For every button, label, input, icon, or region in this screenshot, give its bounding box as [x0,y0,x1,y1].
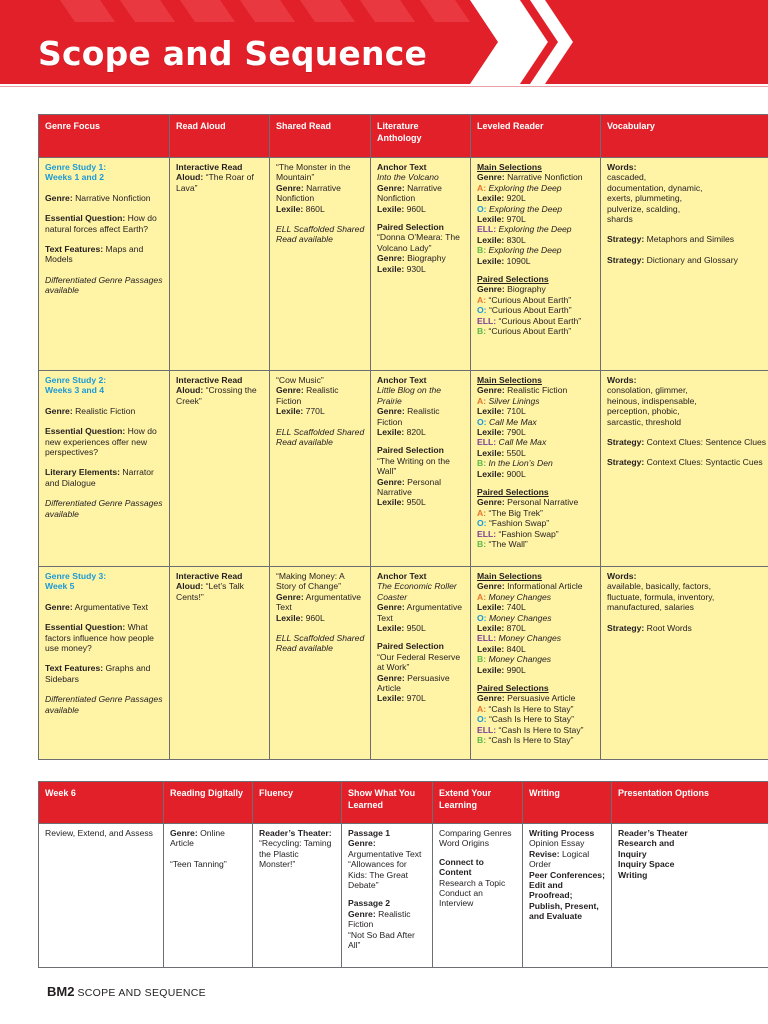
value: Personal Narrative [377,476,442,498]
writing-cell [523,824,612,968]
title: Call Me Max [498,437,547,448]
title: “Cash Is Here to Stay” [498,724,584,735]
value: 710L [506,406,526,417]
value: 950L [406,623,426,634]
value: “The Roar of Lava” [176,172,254,193]
value: 900L [506,468,526,479]
value: How do natural forces affect Earth? [45,213,157,234]
word-list: available, basically, factors, fluctuate, formula, inventory, manufactured, salaries [607,581,715,613]
value: Opinion Essay [529,838,585,849]
genre-study-label: Genre Study 2: [45,375,107,385]
title: Money Changes [488,591,552,602]
level-o-badge: O: [477,714,487,725]
level-a-badge: A: [477,507,487,518]
label: Essential Question: [45,622,126,633]
label: Strategy: [607,437,645,448]
label: Main Selections [477,375,542,385]
level-o-badge: O: [477,518,487,529]
week6-cell [39,824,164,968]
header-banner [0,0,768,84]
label: Genre: [377,182,405,193]
page-title: Scope and Sequence [38,34,428,73]
value: Narrator and Dialogue [45,467,154,488]
label: Anchor Text [377,375,427,385]
level-ell-badge: ELL: [477,437,497,448]
value: Word Origins [439,838,489,849]
label: Lexile: [377,203,405,214]
value: Review, Extend, and Assess [45,828,153,838]
label: Text Features: [45,244,104,255]
label: Genre: [477,497,505,508]
level-o-badge: O: [477,416,487,427]
label: Anchor Text [377,571,427,581]
note: Differentiated Genre Passages available [45,498,163,519]
value: Realistic Fiction [348,908,411,930]
value: 820L [406,427,426,438]
value: Realistic Fiction [507,385,568,396]
label: Genre: [348,838,376,849]
title: “The Writing on the Wall” [377,455,450,477]
level-b-badge: B: [477,245,487,256]
value: “Let’s Talk Cents!” [176,581,244,602]
label: Genre: [477,693,505,704]
level-o-badge: O: [477,203,487,214]
value: Context Clues: Sentence Clues [646,437,767,448]
label: Peer Conferences; [529,869,605,880]
label: Lexile: [477,214,505,225]
label: Lexile: [377,427,405,438]
label: Interactive Read Aloud: [176,375,243,396]
title: “The Wall” [488,539,528,550]
genre-study-label: Genre Study 3: [45,571,107,581]
value: Realistic Fiction [276,385,339,406]
table-row [39,567,768,760]
label: Genre: [477,172,505,183]
col-header: Show What You Learned [342,782,433,824]
label: Lexile: [477,406,505,417]
label: Genre: [377,253,405,264]
value: What factors influence how people use money? [45,622,154,654]
value: Maps and Models [45,244,144,265]
label: Interactive Read Aloud: [176,162,243,183]
label: Passage 2 [348,898,391,909]
anthology-cell [371,371,471,567]
level-b-badge: B: [477,735,487,746]
value: 920L [506,193,526,204]
note: Differentiated Genre Passages available [45,274,163,296]
title: “Our Federal Reserve at Work” [377,651,461,673]
title: “Not So Bad After All” [348,929,415,951]
value: Persuasive Article [377,672,450,694]
title: Exploring the Deep [498,224,572,235]
label: Genre: [377,602,405,613]
table-row [39,371,768,567]
label: Connect to Content [439,856,484,878]
label: Strategy: [607,622,645,633]
weeks-label: Weeks 3 and 4 [45,385,105,396]
value: Informational Article [507,581,583,592]
value: “Crossing the Creek” [176,385,257,406]
label: Publish, Present, and Evaluate [529,900,599,922]
label: Lexile: [377,693,405,704]
label: Writing Process [529,828,595,838]
title: Into the Volcano [377,172,439,183]
label: Words: [607,375,637,385]
label: Paired Selection [377,641,444,652]
value: 870L [506,623,526,634]
label: Text Features: [45,663,104,674]
title: “Fashion Swap” [498,528,559,539]
value: Persuasive Article [507,693,576,704]
value: 970L [406,693,426,704]
title: Money Changes [488,612,552,623]
label: Passage 1 [348,828,391,838]
title: Money Changes [498,633,562,644]
label: Lexile: [477,468,505,479]
col-header: Presentation Options [612,782,768,824]
genre-study-label: Genre Study 1: [45,162,107,172]
title: Money Changes [488,654,552,665]
label: Lexile: [477,664,505,675]
level-b-badge: B: [477,539,487,550]
title: “Cow Music” [276,375,324,385]
genre-focus-cell [39,158,170,371]
title: “Fashion Swap” [488,518,550,529]
label: Essential Question: [45,213,126,224]
label: Paired Selections [477,683,549,694]
read-aloud-cell [170,371,270,567]
show-learned-cell [342,824,433,968]
leveled-reader-cell [471,567,601,760]
label: Lexile: [477,643,505,654]
label: Paired Selections [477,274,549,285]
value: Logical Order [529,848,590,870]
value: Narrative Nonfiction [507,172,583,183]
label: Strategy: [607,234,645,245]
title: “Cash Is Here to Stay” [488,735,574,746]
label: Main Selections [477,162,542,172]
label: Strategy: [607,457,645,468]
label: Genre: [377,406,405,417]
level-a-badge: A: [477,182,487,193]
label: Lexile: [477,447,505,458]
title: Little Blog on the Prairie [377,385,442,406]
value: 860L [305,203,325,214]
title: “Cash Is Here to Stay” [488,714,574,725]
col-header: Vocabulary [601,115,768,158]
value: Argumentative Text [74,601,149,612]
table-row [39,158,768,371]
label: Genre: [276,385,304,396]
value: 1090L [506,255,531,266]
level-a-badge: A: [477,703,487,714]
anthology-cell [371,567,471,760]
col-header: Fluency [253,782,342,824]
value: 830L [506,234,526,245]
label: Genre: [45,405,73,416]
label: Words: [607,571,637,581]
col-header: Leveled Reader [471,115,601,158]
title: Exploring the Deep [488,182,562,193]
label: Lexile: [377,263,405,274]
label: Lexile: [276,406,304,417]
fluency-cell [253,824,342,968]
title: “The Big Trek” [488,507,543,518]
col-header: Read Aloud [170,115,270,158]
value: Online Article [170,828,225,849]
word-list: consolation, glimmer, heinous, indispensable, perception, phobic, sarcastic, threshold [607,385,697,427]
leveled-reader-cell [471,158,601,371]
label: Paired Selection [377,445,444,456]
value: 970L [506,214,526,225]
label: Literary Elements: [45,467,120,478]
value: Narrative Nonfiction [75,192,151,203]
title: Call Me Max [488,416,537,427]
scope-table [38,114,768,760]
anthology-cell [371,158,471,371]
read-aloud-cell [170,567,270,760]
title: “Making Money: A Story of Change” [276,571,345,592]
level-ell-badge: ELL: [477,633,497,644]
word-list: cascaded, documentation, dynamic, exerts, plummeting, pulverize, scalding, shards [607,172,703,225]
weeks-label: Week 5 [45,581,75,592]
label: Genre: [348,908,376,919]
title: Exploring the Deep [488,203,563,214]
level-ell-badge: ELL: [477,224,497,235]
label: Genre: [170,828,198,838]
label: Genre: [477,581,505,592]
label: Genre: [477,385,505,396]
value: Graphs and Sidebars [45,663,151,684]
presentation-cell [612,824,768,968]
label: Lexile: [276,612,304,623]
value: Research and Inquiry [618,838,675,859]
title: Exploring the Deep [488,245,562,256]
label: Genre: [377,672,405,683]
title: The Economic Roller Coaster [377,581,457,602]
level-a-badge: A: [477,591,487,602]
value: Writing [618,869,648,880]
value: 990L [506,664,526,675]
level-b-badge: B: [477,326,487,337]
value: Dictionary and Glossary [646,254,738,265]
page-footer [47,983,206,1001]
value: Personal Narrative [507,497,579,508]
value: Argumentative Text [276,591,362,613]
label: Revise: [529,848,560,859]
label: Words: [607,162,637,172]
col-header: Reading Digitally [164,782,253,824]
label: Genre: [377,476,405,487]
note: ELL Scaffolded Shared Read available [276,426,365,448]
shared-read-cell [270,158,371,371]
level-b-badge: B: [477,654,487,665]
value: 740L [506,602,526,613]
label: Lexile: [276,203,304,214]
footer-label: SCOPE AND SEQUENCE [77,987,206,999]
value: Biography [507,284,546,295]
label: Reader’s Theater: [259,828,332,838]
title: “Curious About Earth” [498,315,582,326]
col-header: Shared Read [270,115,371,158]
value: 550L [506,447,526,458]
value: Reader’s Theater [618,828,688,838]
value: 840L [506,643,526,654]
vocabulary-cell [601,371,768,567]
table-header-row [39,782,768,824]
col-header: Literature Anthology [371,115,471,158]
value: Narrative Nonfiction [276,182,341,204]
value: 790L [506,427,526,438]
note: ELL Scaffolded Shared Read available [276,224,365,245]
divider [0,86,768,87]
value: Context Clues: Syntactic Cues [646,457,763,468]
label: Main Selections [477,571,542,581]
title: “The Monster in the Mountain” [276,162,351,183]
table-row [39,824,768,968]
value: Inquiry Space [618,859,675,870]
page-number: BM2 [47,984,75,999]
value: Conduct an Interview [439,888,483,909]
value: Comparing Genres [439,828,512,838]
label: Lexile: [477,193,505,204]
label: Lexile: [377,623,405,634]
shared-read-cell [270,567,371,760]
label: Genre: [276,591,304,602]
reading-digitally-cell [164,824,253,968]
level-o-badge: O: [477,305,487,316]
genre-focus-cell [39,567,170,760]
label: Lexile: [477,602,505,613]
value: Metaphors and Similes [646,234,735,245]
title: “Donna O’Meara: The Volcano Lady” [377,232,460,253]
level-b-badge: B: [477,458,487,469]
value: 930L [406,263,426,274]
col-header: Extend Your Learning [433,782,523,824]
value: 770L [305,406,325,417]
col-header: Week 6 [39,782,164,824]
label: Lexile: [477,427,505,438]
week6-table [38,781,768,968]
title: “Curious About Earth” [488,326,572,337]
value: Argumentative Text [348,848,422,859]
level-o-badge: O: [477,612,487,623]
weeks-label: Weeks 1 and 2 [45,172,105,183]
value: Realistic Fiction [75,405,136,416]
vocabulary-cell [601,567,768,760]
label: Lexile: [477,623,505,634]
label: Paired Selections [477,487,549,498]
value: 960L [406,203,426,214]
leveled-reader-cell [471,371,601,567]
value: Biography [407,253,446,264]
level-ell-badge: ELL: [477,315,497,326]
extend-learning-cell [433,824,523,968]
title: “Curious About Earth” [488,294,572,305]
level-a-badge: A: [477,294,487,305]
label: Lexile: [377,497,405,508]
label: Genre: [276,182,304,193]
read-aloud-cell [170,158,270,371]
label: Edit and Proofread; [529,880,573,901]
label: Interactive Read Aloud: [176,571,243,592]
value: Argumentative Text [377,602,463,623]
label: Lexile: [477,234,505,245]
label: Paired Selection [377,222,444,233]
title: “Recycling: Taming the Plastic Monster!” [259,838,332,870]
title: In the Lion’s Den [488,458,553,469]
value: Research a Topic [439,877,506,888]
value: Narrative Nonfiction [377,182,442,204]
title: “Curious About Earth” [488,305,572,316]
label: Lexile: [477,255,505,266]
title: Silver Linings [488,395,540,406]
shared-read-cell [270,371,371,567]
value: Root Words [646,622,692,633]
level-ell-badge: ELL: [477,724,497,735]
col-header: Writing [523,782,612,824]
vocabulary-cell [601,158,768,371]
label: Genre: [45,601,73,612]
table-header-row [39,115,768,158]
note: Differentiated Genre Passages available [45,694,163,715]
title: “Allowances for Kids: The Great Debate” [348,859,409,891]
note: ELL Scaffolded Shared Read available [276,633,365,654]
label: Genre: [45,192,73,203]
title: “Cash Is Here to Stay” [488,703,574,714]
value: 960L [305,612,325,623]
value: 950L [406,497,426,508]
level-ell-badge: ELL: [477,528,497,539]
label: Strategy: [607,254,645,265]
value: Realistic Fiction [377,406,440,427]
value: How do new experiences offer new perspectives? [45,426,157,458]
label: Genre: [477,284,505,295]
col-header: Genre Focus [39,115,170,158]
genre-focus-cell [39,371,170,567]
title: “Teen Tanning” [170,858,227,869]
level-a-badge: A: [477,395,487,406]
label: Essential Question: [45,426,126,437]
label: Anchor Text [377,162,427,172]
